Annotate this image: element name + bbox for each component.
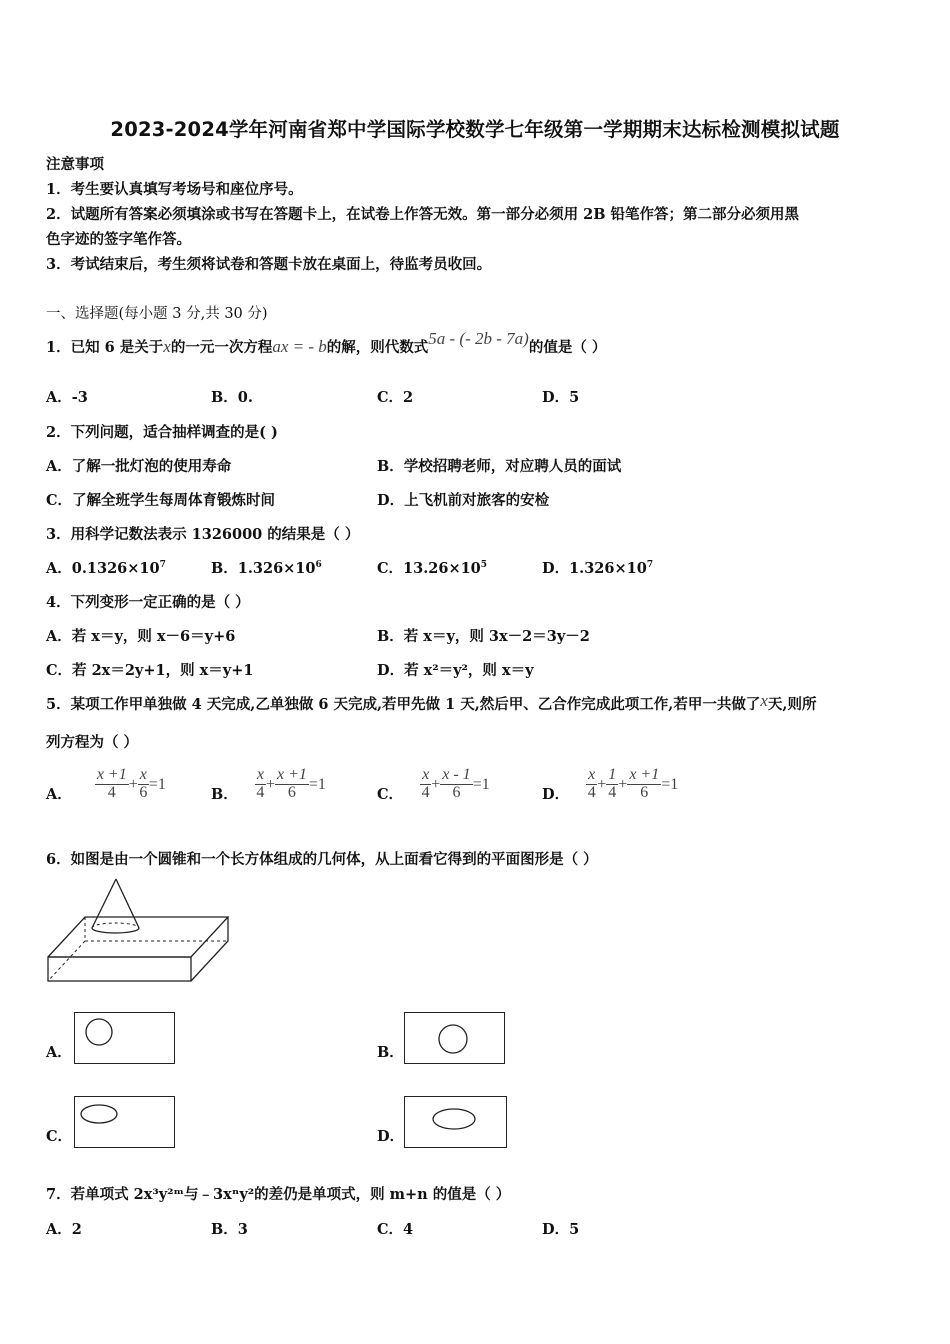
q7-option-d: D．5	[542, 1221, 580, 1238]
q7-option-a: A．2	[46, 1221, 82, 1238]
q4-option-c: C．若 2x＝2y+1，则 x＝y+1	[46, 662, 254, 679]
q5-option-b: B． $\frac{x}{4}$ + $\frac{x +1}{6}$ =1	[211, 766, 326, 803]
q4-option-a: A．若 x＝y，则 x－6＝y+6	[46, 628, 236, 645]
question-5: 5．某项工作甲单独做 4 天完成,乙单独做 6 天完成,若甲先做 1 天,然后甲、乙合作完成此项工作,若甲一共做了x天,则所	[46, 691, 817, 713]
circle-icon	[405, 1013, 503, 1062]
q3-option-d: D．$1.326\times 10^7$	[542, 560, 654, 577]
notice-item-2: 2．试题所有答案必须填涂或书写在答题卡上，在试卷上作答无效。第一部分必须用 2B 铅笔作答；第二部分必须用黑	[46, 206, 800, 223]
cone-cuboid-figure	[44, 877, 234, 985]
q5-option-a: A． $\frac{x +1}{4}$ + $\frac{x}{6}$ =1	[46, 766, 166, 803]
notice-item-1: 1．考生要认真填写考场号和座位序号。	[46, 181, 303, 198]
question-1: 1．已知 6 是关于x的一元一次方程ax = - b的解，则代数式5a - (- 2b - 7a)的值是（ ）	[46, 329, 607, 356]
section-heading: 一、选择题(每小题 3 分,共 30 分)	[46, 306, 268, 322]
q3-option-a: A．$0.1326\times 10^7$	[46, 560, 166, 577]
notice-item-3: 3．考试结束后，考生须将试卷和答题卡放在桌面上，待监考员收回。	[46, 256, 492, 273]
q1-option-c: C．2	[377, 389, 414, 406]
variable-x: x	[760, 691, 768, 710]
question-2: 2．下列问题，适合抽样调查的是( )	[46, 424, 278, 441]
q2-option-c: C．了解全班学生每周体育锻炼时间	[46, 492, 276, 509]
q2-option-b: B．学校招聘老师，对应聘人员的面试	[377, 458, 622, 475]
q6-option-a-label: A．	[46, 1044, 72, 1061]
q4-option-d: D．若 x²＝y²，则 x＝y	[377, 662, 534, 679]
q3-option-c: C．$13.26\times 10^5$	[377, 560, 488, 577]
notice-heading: 注意事项	[46, 156, 104, 173]
q6-option-c-label: C．	[46, 1128, 73, 1145]
q6-option-a-figure	[74, 1012, 175, 1064]
q7-option-c: C．4	[377, 1221, 414, 1238]
ellipse-icon	[405, 1097, 505, 1146]
page-title: 2023-2024学年河南省郑中学国际学校数学七年级第一学期期末达标检测模拟试题	[110, 118, 840, 141]
q5-option-c: C． $\frac{x}{4}$ + $\frac{x - 1}{6}$ =1	[377, 766, 490, 803]
q1-option-d: D．5	[542, 389, 580, 406]
q5-option-d: D． $\frac{x}{4}$ + $\frac{1}{4}$ + $\frac{x +1}{6}$ =1	[542, 766, 679, 803]
q6-option-c-figure	[74, 1096, 175, 1148]
q2-option-d: D．上飞机前对旅客的安检	[377, 492, 550, 509]
equation: ax = - b	[272, 337, 327, 356]
question-3: 3．用科学记数法表示 1326000 的结果是（ ）	[46, 526, 360, 543]
question-4: 4．下列变形一定正确的是（ ）	[46, 594, 250, 611]
q3-option-b: B．$1.326\times 10^6$	[211, 560, 322, 577]
variable-x: x	[163, 337, 171, 356]
q1-option-a: A．-3	[46, 389, 88, 406]
q2-option-a: A．了解一批灯泡的使用寿命	[46, 458, 232, 475]
question-7: 7．若单项式 2x³y²ᵐ与﹣3xⁿy²的差仍是单项式，则 m+n 的值是（ ）	[46, 1186, 511, 1203]
circle-icon	[75, 1013, 173, 1062]
q6-option-b-label: B．	[377, 1044, 404, 1061]
notice-item-2-cont: 色字迹的签字笔作答。	[46, 231, 191, 248]
ellipse-icon	[75, 1097, 173, 1146]
question-6: 6．如图是由一个圆锥和一个长方体组成的几何体，从上面看它得到的平面图形是（ ）	[46, 851, 598, 868]
q7-option-b: B．3	[211, 1221, 248, 1238]
expression: 5a - (- 2b - 7a)	[428, 329, 529, 348]
q4-option-b: B．若 x＝y，则 3x－2＝3y－2	[377, 628, 590, 645]
q6-option-b-figure	[404, 1012, 505, 1064]
q1-option-b: B．0.	[211, 389, 253, 406]
q6-option-d-figure	[404, 1096, 507, 1148]
q6-option-d-label: D．	[377, 1128, 405, 1145]
question-5-cont: 列方程为（ ）	[46, 734, 139, 751]
